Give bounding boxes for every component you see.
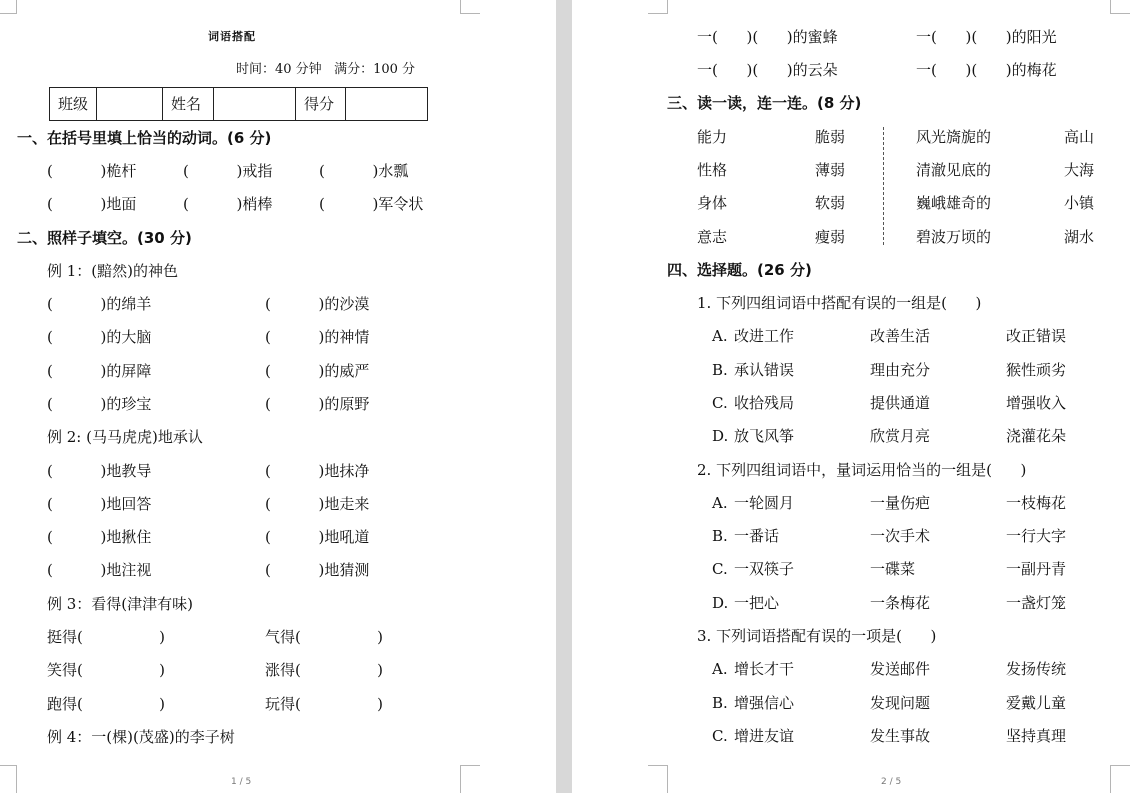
match-right-word: 小镇 (1064, 194, 1095, 212)
page-number: 1 / 5 (231, 777, 252, 787)
fill-item: ( )的珍宝 (47, 395, 152, 413)
fill-item: ( )地教导 (47, 462, 152, 480)
fill-item: ( )地回答 (47, 495, 152, 513)
page-title: 词语搭配 (208, 30, 256, 43)
option-text: 一碟菜 (870, 560, 916, 578)
match-right-word: 薄弱 (815, 161, 846, 179)
score-table (49, 87, 428, 121)
option-text: 一枝梅花 (1006, 494, 1067, 512)
page-gutter (556, 0, 572, 793)
example-1: 例 1：(黯然)的神色 (47, 262, 179, 280)
option-text: 发扬传统 (1006, 660, 1067, 678)
fill-item: ( )梢棒 (183, 195, 273, 213)
option-text: 增进友谊 (734, 727, 795, 745)
match-right-word: 大海 (1064, 161, 1095, 179)
option-text: 爱戴儿童 (1006, 694, 1067, 712)
fill-item: ( )的大脑 (47, 328, 152, 346)
match-left-word: 意志 (697, 228, 728, 246)
page-number: 2 / 5 (881, 777, 902, 787)
score-table-label-score: 得分 (304, 95, 335, 113)
match-left-word: 清澈见底的 (916, 161, 992, 179)
option-text: 猴性顽劣 (1006, 361, 1067, 379)
option-letter: B. (712, 527, 728, 545)
fill-item: 跑得( ) (47, 695, 165, 713)
match-right-word: 湖水 (1064, 228, 1095, 246)
fill-item: ( )的威严 (265, 362, 370, 380)
option-text: 改正错误 (1006, 327, 1067, 345)
option-text: 一番话 (734, 527, 780, 545)
page-corner-mark (648, 0, 668, 14)
section-1-title: 一、在括号里填上恰当的动词。(6 分) (17, 129, 272, 147)
option-letter: A. (712, 327, 728, 345)
page-corner-mark (460, 765, 480, 793)
fill-item: ( )桅杆 (47, 162, 137, 180)
match-right-word: 瘦弱 (815, 228, 846, 246)
page-corner-mark (0, 0, 17, 14)
fill-item: 气得( ) (265, 628, 383, 646)
page-corner-mark (1110, 765, 1130, 793)
option-text: 收拾残局 (734, 394, 795, 412)
option-text: 一盏灯笼 (1006, 594, 1067, 612)
option-text: 一把心 (734, 594, 780, 612)
fill-item: ( )的神情 (265, 328, 370, 346)
option-text: 改善生活 (870, 327, 931, 345)
option-text: 改进工作 (734, 327, 795, 345)
option-letter: A. (712, 660, 728, 678)
fill-item: 笑得( ) (47, 661, 165, 679)
option-text: 一次手术 (870, 527, 931, 545)
fill-item: 玩得( ) (265, 695, 383, 713)
document-page-1 (0, 0, 556, 793)
option-text: 欣赏月亮 (870, 427, 931, 445)
option-text: 坚持真理 (1006, 727, 1067, 745)
time-score-info: 时间：40 分钟 满分：100 分 (236, 62, 416, 77)
option-letter: D. (712, 594, 729, 612)
match-left-word: 能力 (697, 128, 728, 146)
page-corner-mark (0, 765, 17, 793)
score-table-label-class: 班级 (58, 95, 89, 113)
fill-item: ( )地注视 (47, 561, 152, 579)
fill-item: ( )地揪住 (47, 528, 152, 546)
fill-item: ( )的沙漠 (265, 295, 370, 313)
section-4-title: 四、选择题。(26 分) (667, 261, 812, 279)
section-3-title: 三、读一读，连一连。(8 分) (667, 94, 862, 112)
option-text: 一双筷子 (734, 560, 795, 578)
option-text: 发送邮件 (870, 660, 931, 678)
match-divider (883, 127, 884, 245)
match-left-word: 巍峨雄奇的 (916, 194, 992, 212)
fill-item: 一( )( )的云朵 (697, 61, 838, 79)
match-left-word: 风光旖旎的 (916, 128, 992, 146)
option-letter: C. (712, 727, 728, 745)
option-letter: A. (712, 494, 728, 512)
option-text: 浇灌花朵 (1006, 427, 1067, 445)
fill-item: 挺得( ) (47, 628, 165, 646)
option-text: 一条梅花 (870, 594, 931, 612)
section-2-title: 二、照样子填空。(30 分) (17, 229, 192, 247)
fill-item: ( )地走来 (265, 495, 370, 513)
fill-item: 一( )( )的阳光 (916, 28, 1057, 46)
example-3: 例 3：看得(津津有味) (47, 595, 194, 613)
fill-item: ( )地抹净 (265, 462, 370, 480)
match-right-word: 脆弱 (815, 128, 846, 146)
fill-item: 一( )( )的蜜蜂 (697, 28, 838, 46)
option-text: 承认错误 (734, 361, 795, 379)
fill-item: ( )的绵羊 (47, 295, 152, 313)
page-corner-mark (460, 0, 480, 14)
option-text: 放飞风筝 (734, 427, 795, 445)
option-letter: C. (712, 394, 728, 412)
option-letter: B. (712, 694, 728, 712)
option-text: 一行大字 (1006, 527, 1067, 545)
option-text: 一量伤疤 (870, 494, 931, 512)
option-text: 一轮圆月 (734, 494, 795, 512)
fill-item: 涨得( ) (265, 661, 383, 679)
page-corner-mark (648, 765, 668, 793)
fill-item: ( )地面 (47, 195, 137, 213)
fill-item: ( )的屏障 (47, 362, 152, 380)
match-left-word: 碧波万顷的 (916, 228, 992, 246)
fill-item: ( )地猜测 (265, 561, 370, 579)
fill-item: ( )地吼道 (265, 528, 370, 546)
option-text: 增长才干 (734, 660, 795, 678)
score-table-label-name: 姓名 (171, 95, 202, 113)
option-text: 发生事故 (870, 727, 931, 745)
option-text: 增强收入 (1006, 394, 1067, 412)
match-right-word: 高山 (1064, 128, 1095, 146)
fill-item: ( )戒指 (183, 162, 273, 180)
option-letter: C. (712, 560, 728, 578)
example-2: 例 2: (马马虎虎)地承认 (47, 428, 203, 446)
fill-item: ( )军令状 (319, 195, 424, 213)
example-4: 例 4：一(棵)(茂盛)的李子树 (47, 728, 235, 746)
option-text: 理由充分 (870, 361, 931, 379)
match-left-word: 性格 (697, 161, 728, 179)
fill-item: ( )的原野 (265, 395, 370, 413)
option-letter: B. (712, 361, 728, 379)
option-letter: D. (712, 427, 729, 445)
option-text: 增强信心 (734, 694, 795, 712)
option-text: 提供通道 (870, 394, 931, 412)
match-left-word: 身体 (697, 194, 728, 212)
question-2: 2. 下列四组词语中，量词运用恰当的一组是( ) (697, 461, 1027, 479)
question-3: 3. 下列词语搭配有误的一项是( ) (697, 627, 937, 645)
match-right-word: 软弱 (815, 194, 846, 212)
fill-item: 一( )( )的梅花 (916, 61, 1057, 79)
option-text: 一副丹青 (1006, 560, 1067, 578)
question-1: 1. 下列四组词语中搭配有误的一组是( ) (697, 294, 982, 312)
fill-item: ( )水瓢 (319, 162, 409, 180)
option-text: 发现问题 (870, 694, 931, 712)
page-corner-mark (1110, 0, 1130, 14)
